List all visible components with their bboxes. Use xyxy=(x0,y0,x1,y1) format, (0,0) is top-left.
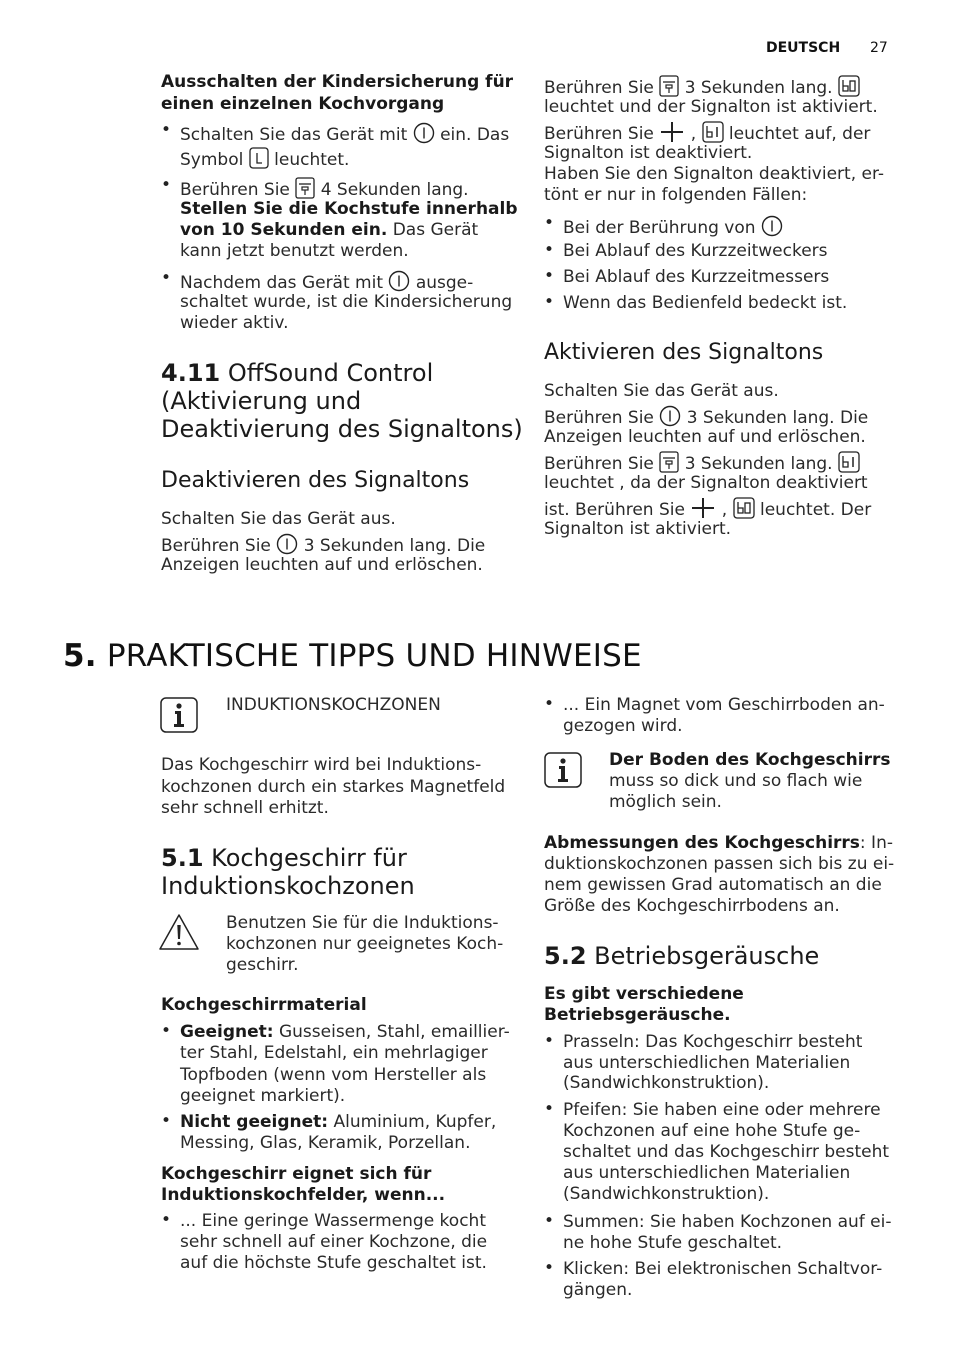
plus-icon xyxy=(659,121,685,143)
warning-text-line: Benutzen Sie für die Induktions- xyxy=(226,913,499,933)
paragraph-line: sehr schnell erhitzt. xyxy=(161,798,329,818)
bullet-dot: • xyxy=(161,120,172,140)
bullet-dot: • xyxy=(544,694,555,714)
paragraph-line: kochzonen durch ein starkes Magnetfeld xyxy=(161,777,506,797)
subheading: Es gibt verschiedene xyxy=(544,984,744,1004)
list-item: ... Eine geringe Wassermenge kocht xyxy=(180,1211,486,1231)
list-item-continuation: auf die höchste Stufe geschaltet ist. xyxy=(180,1253,487,1273)
list-item: ... Ein Magnet vom Geschirrboden an- xyxy=(563,695,885,715)
list-item: Bei der Berührung von xyxy=(563,215,783,239)
list-item: Summen: Sie haben Kochzonen auf ei- xyxy=(563,1212,892,1232)
list-item-continuation: schaltet wurde, ist die Kindersicherung xyxy=(180,292,513,312)
list-item-continuation: geeignet markiert). xyxy=(180,1086,346,1106)
lock-key-icon xyxy=(295,177,315,199)
list-item: Bei Ablauf des Kurzzeitweckers xyxy=(563,241,828,261)
info-icon xyxy=(160,697,198,733)
paragraph-line: tönt er nur in folgenden Fällen: xyxy=(544,185,808,205)
list-item-continuation: Kochzonen auf eine hohe Stufe ge- xyxy=(563,1121,861,1141)
info-text-bold: Der Boden des Kochgeschirrs xyxy=(609,750,891,770)
paragraph-line: Berühren Sie 3 Sekunden lang. Die xyxy=(544,405,868,429)
paragraph-line: Berühren Sie 3 Sekunden lang. xyxy=(544,75,860,99)
bullet-dot: • xyxy=(544,213,555,233)
paragraph-line: Haben Sie den Signalton deaktiviert, er- xyxy=(544,164,884,184)
chapter-heading: 5. PRAKTISCHE TIPPS UND HINWEISE xyxy=(63,638,642,674)
header-language: DEUTSCH xyxy=(766,40,841,56)
kindersicherung-title-line2: einen einzelnen Kochvorgang xyxy=(161,94,445,114)
list-item-continuation: (Sandwichkonstruktion). xyxy=(563,1073,770,1093)
paragraph-line: Schalten Sie das Gerät aus. xyxy=(161,509,396,529)
power-icon xyxy=(413,122,435,144)
list-item-continuation: kann jetzt benutzt werden. xyxy=(180,241,409,261)
warning-text-line: geschirr. xyxy=(226,955,299,975)
list-item-continuation: gezogen wird. xyxy=(563,716,683,736)
paragraph-line: leuchtet , da der Signalton deaktiviert xyxy=(544,473,868,493)
paragraph-line: nem gewissen Grad automatisch an die xyxy=(544,875,882,895)
kindersicherung-title-line1: Ausschalten der Kindersicherung für xyxy=(161,72,514,92)
warning-icon xyxy=(158,913,200,951)
list-item: Pfeifen: Sie haben eine oder mehrere xyxy=(563,1100,881,1120)
info-icon xyxy=(544,752,582,788)
paragraph-line: Berühren Sie , leuchtet auf, der xyxy=(544,121,870,145)
bullet-dot: • xyxy=(544,1031,555,1051)
lock-key-icon xyxy=(659,75,679,97)
paragraph-line: Berühren Sie 3 Sekunden lang. xyxy=(544,451,860,475)
lock-symbol-icon xyxy=(249,147,269,169)
list-item-continuation: Symbol leuchtet. xyxy=(180,147,349,171)
paragraph-line: Schalten Sie das Gerät aus. xyxy=(544,381,779,401)
lock-key-icon xyxy=(659,451,679,473)
info-label: INDUKTIONSKOCHZONEN xyxy=(226,695,441,715)
list-item: Schalten Sie das Gerät mit ein. Das xyxy=(180,122,509,146)
section-5-1-heading-line1: 5.1 Kochgeschirr für xyxy=(161,844,407,872)
list-item-continuation: schaltet und das Kochgeschirr besteht xyxy=(563,1142,890,1162)
paragraph-line: Das Kochgeschirr wird bei Induktions- xyxy=(161,755,482,775)
paragraph-line: Signalton ist deaktiviert. xyxy=(544,143,753,163)
subheading: Betriebsgeräusche. xyxy=(544,1005,731,1025)
list-item-continuation: Topfboden (wenn vom Hersteller als xyxy=(180,1065,487,1085)
list-item: Prasseln: Das Kochgeschirr besteht xyxy=(563,1032,863,1052)
display-b0-icon xyxy=(733,497,755,519)
list-item-bold-line: Stellen Sie die Kochstufe innerhalb xyxy=(180,199,518,219)
deactivate-signal-heading: Deaktivieren des Signaltons xyxy=(161,468,470,493)
list-item: Klicken: Bei elektronischen Schaltvor- xyxy=(563,1259,883,1279)
paragraph-line: Signalton ist aktiviert. xyxy=(544,519,732,539)
paragraph-line: Abmessungen des Kochgeschirrs: In- xyxy=(544,833,893,853)
list-item-continuation: aus unterschiedlichen Materialien xyxy=(563,1053,851,1073)
info-text-line: muss so dick und so flach wie xyxy=(609,771,863,791)
bullet-dot: • xyxy=(544,1258,555,1278)
list-item-continuation: aus unterschiedlichen Materialien xyxy=(563,1163,851,1183)
list-item-continuation: ne hohe Stufe geschaltet. xyxy=(563,1233,783,1253)
list-item: Nachdem das Gerät mit ausge- xyxy=(180,270,473,294)
bullet-dot: • xyxy=(161,1021,172,1041)
section-5-2-heading: 5.2 Betriebsgeräusche xyxy=(544,942,820,970)
section-4-11-heading-line1: 4.11 OffSound Control xyxy=(161,359,434,387)
paragraph-line: Größe des Kochgeschirrbodens an. xyxy=(544,896,840,916)
list-item-continuation: Messing, Glas, Keramik, Porzellan. xyxy=(180,1133,471,1153)
plus-icon xyxy=(690,497,716,519)
power-icon xyxy=(659,405,681,427)
section-4-11-heading-line2: (Aktivierung und xyxy=(161,387,362,415)
paragraph-line: Anzeigen leuchten auf und erlöschen. xyxy=(544,427,866,447)
list-item-continuation: sehr schnell auf einer Kochzone, die xyxy=(180,1232,488,1252)
bullet-dot: • xyxy=(544,240,555,260)
power-icon xyxy=(388,270,410,292)
bullet-dot: • xyxy=(544,292,555,312)
display-b1-icon xyxy=(838,451,860,473)
bullet-dot: • xyxy=(544,1211,555,1231)
list-item: Wenn das Bedienfeld bedeckt ist. xyxy=(563,293,848,313)
paragraph-line: leuchtet und der Signalton ist aktiviert. xyxy=(544,97,878,117)
bullet-dot: • xyxy=(161,1111,172,1131)
subheading: Induktionskochfelder, wenn... xyxy=(161,1185,446,1205)
list-item-continuation: gängen. xyxy=(563,1280,633,1300)
activate-signal-heading: Aktivieren des Signaltons xyxy=(544,340,824,365)
subheading: Kochgeschirrmaterial xyxy=(161,995,367,1015)
list-item-continuation: wieder aktiv. xyxy=(180,313,289,333)
paragraph-line: ist. Berühren Sie , leuchtet. Der xyxy=(544,497,871,521)
subheading: Kochgeschirr eignet sich für xyxy=(161,1164,432,1184)
page-number: 27 xyxy=(870,40,888,56)
bullet-dot: • xyxy=(544,1099,555,1119)
list-item: Nicht geeignet: Aluminium, Kupfer, xyxy=(180,1112,497,1132)
display-b1-icon xyxy=(702,121,724,143)
warning-text-line: kochzonen nur geeignetes Koch- xyxy=(226,934,504,954)
section-5-1-heading-line2: Induktionskochzonen xyxy=(161,872,415,900)
section-4-11-heading-line3: Deaktivierung des Signaltons) xyxy=(161,415,523,443)
list-item: Berühren Sie 4 Sekunden lang. xyxy=(180,177,469,201)
bullet-dot: • xyxy=(161,175,172,195)
paragraph-line: Berühren Sie 3 Sekunden lang. Die xyxy=(161,533,485,557)
bullet-dot: • xyxy=(161,1210,172,1230)
list-item-continuation: ter Stahl, Edelstahl, ein mehrlagiger xyxy=(180,1043,488,1063)
power-icon xyxy=(276,533,298,555)
list-item: Geeignet: Gusseisen, Stahl, emaillier- xyxy=(180,1022,510,1042)
list-item-continuation: (Sandwichkonstruktion). xyxy=(563,1184,770,1204)
paragraph-line: duktionskochzonen passen sich bis zu ei- xyxy=(544,854,895,874)
list-item: Bei Ablauf des Kurzzeitmessers xyxy=(563,267,830,287)
paragraph-line: Anzeigen leuchten auf und erlöschen. xyxy=(161,555,483,575)
display-b0-icon xyxy=(838,75,860,97)
bullet-dot: • xyxy=(161,268,172,288)
info-text-line: möglich sein. xyxy=(609,792,722,812)
bullet-dot: • xyxy=(544,266,555,286)
list-item-continuation: von 10 Sekunden ein. Das Gerät xyxy=(180,220,479,240)
power-icon xyxy=(761,215,783,237)
